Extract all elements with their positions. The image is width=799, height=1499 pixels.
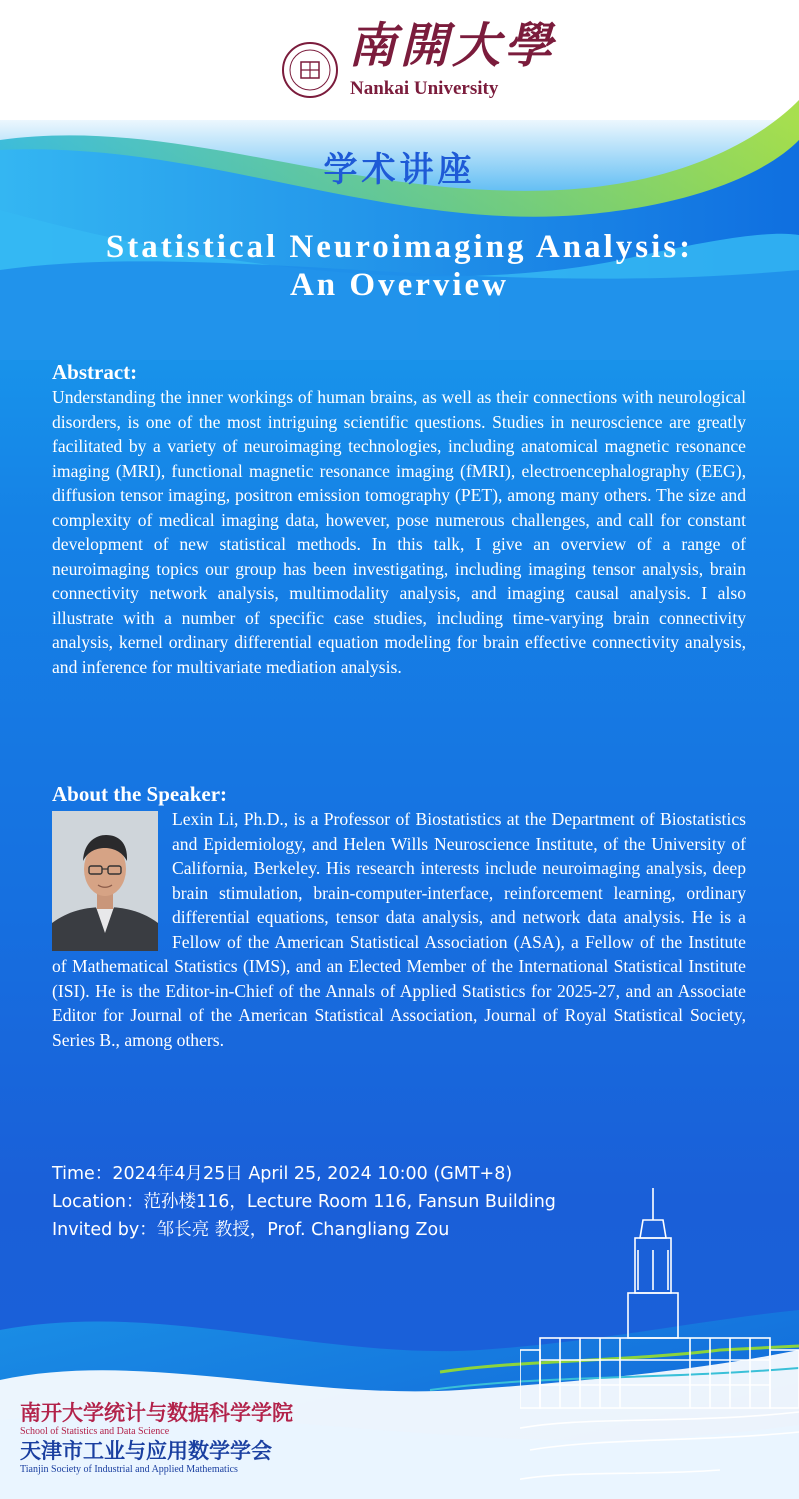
school-name-cn: 南开大学统计与数据科学学院 <box>20 1400 293 1425</box>
event-invited-by: Invited by：邹长亮 教授，Prof. Changliang Zou <box>52 1220 450 1240</box>
society-name-cn: 天津市工业与应用数学学会 <box>20 1438 272 1463</box>
lecture-title-line-2: An Overview <box>289 267 510 303</box>
speaker-photo <box>52 811 158 951</box>
speaker-bio: Lexin Li, Ph.D., is a Professor of Biostatistics at the Department of Biostatistics and Epidemiology, and Helen Wills Neuroscience Institute, of the University of California, Berkeley. His research interests include neuroimaging analysis, deep brain stimulation, brain-computer-interface, reinforcement learning, ordinary differential equations, tensor data analysis, and network data analysis. He is a Fellow of the American Statistical Association (ASA), a Fellow of the Institute of Mathematical Statistics (IMS), and an Elected Member of the International Statistical Institute (ISI). He is the Editor-in-Chief of the Annals of Applied Statistics for 2025-27, and an Associate Editor for Journal of the American Statistical Association, Journal of Royal Statistical Society, Series B., among others. <box>52 809 746 1050</box>
speaker-portrait-icon <box>52 811 158 951</box>
lecture-series-label: 学术讲座 <box>323 150 476 190</box>
speaker-section <box>52 782 746 1052</box>
lecture-title-line-1: Statistical Neuroimaging Analysis: <box>105 229 694 265</box>
school-name-en: School of Statistics and Data Science <box>20 1426 170 1437</box>
abstract-heading: Abstract: <box>52 360 138 384</box>
society-name-en: Tianjin Society of Industrial and Applied Mathematics <box>20 1464 238 1475</box>
university-name-en: Nankai University <box>350 78 499 99</box>
event-time: Time：2024年4月25日 April 25, 2024 10:00 (GMT+8) <box>52 1164 513 1184</box>
speaker-heading: About the Speaker: <box>52 782 228 806</box>
university-seal-icon <box>275 40 345 100</box>
building-sketch <box>520 1180 799 1499</box>
lecture-title <box>40 228 759 304</box>
abstract-text: Understanding the inner workings of human brains, as well as their connections with neurological disorders, is one of the most intriguing scientific questions. Studies in neuroscience are greatly facilitated by a variety of neuroimaging technologies, including anatomical magnetic resonance imaging (MRI), functional magnetic resonance imaging (fMRI), electroencephalography (EEG), diffusion tensor imaging, positron emission tomography (PET), among many others. The size and complexity of medical imaging data, however, pose numerous challenges, and call for constant development of new statistical methods. In this talk, I give an overview of a range of neuroimaging topics our group has been investigating, including imaging tensor analysis, brain connectivity network analysis, multimodality analysis, and imaging causal analysis. I also illustrate with a number of specific case studies, including time-varying brain connectivity analysis, kernel ordinary differential equation modeling for brain effective connectivity analysis, and inference for multivariate mediation analysis. <box>52 387 746 677</box>
footer-organizers <box>20 1400 293 1476</box>
event-details <box>52 1160 556 1244</box>
university-name-cn: 南開大學 <box>348 18 557 74</box>
abstract-section <box>52 360 746 679</box>
event-location: Location：范孙楼116，Lecture Room 116, Fansun Building <box>52 1192 556 1212</box>
